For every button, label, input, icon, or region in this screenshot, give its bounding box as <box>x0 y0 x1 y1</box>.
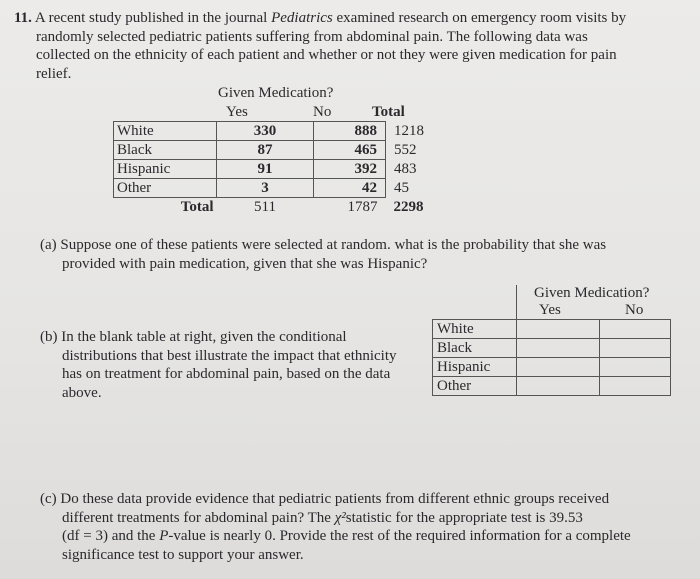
cell-total: 483 <box>394 161 417 177</box>
blank-row-label: Other <box>433 377 517 396</box>
blank-cell-no <box>600 377 671 396</box>
part-c-line-2b: statistic for the appropriate test is 39.53 <box>345 509 583 526</box>
blank-col-yes: Yes <box>539 302 561 318</box>
part-c-line-3 <box>40 527 680 546</box>
blank-group-header: Given Medication? <box>534 285 650 301</box>
cell-yes: 91 <box>217 160 314 179</box>
cell-yes: 330 <box>217 122 314 141</box>
part-c-line-3a: (df = 3) and the <box>62 528 160 544</box>
part-c-line-2a: different treatments for abdominal pain? The <box>62 509 335 526</box>
blank-row-label: White <box>433 320 517 339</box>
table-col-no: No <box>313 104 332 120</box>
part-b-line-3: has on treatment for abdominal pain, based on the data <box>62 366 391 382</box>
cell-no: 465 <box>314 141 386 160</box>
total-row-label: Total <box>180 199 214 215</box>
part-a-line-1: (a) Suppose one of these patients were selected at random. what is the probability that she was <box>40 237 607 253</box>
question-number: 11. <box>14 10 32 26</box>
blank-cell-yes <box>517 358 600 377</box>
table-row <box>114 141 448 160</box>
blank-cell-no <box>600 320 671 339</box>
row-label: Hispanic <box>114 160 217 179</box>
blank-col-no: No <box>625 302 644 318</box>
cell-yes: 3 <box>217 179 314 198</box>
blank-row <box>433 358 671 377</box>
blank-cell-yes <box>517 320 600 339</box>
intro-line-2: randomly selected pediatric patients suffering from abdominal pain. The following data was <box>36 28 588 45</box>
blank-cell-no <box>600 339 671 358</box>
intro-line-4: relief. <box>36 65 72 82</box>
part-c-line-4: significance test to support your answer. <box>62 546 304 563</box>
intro-text-2: examined research on emergency room visits by <box>332 10 627 26</box>
blank-row <box>433 377 671 396</box>
chi-square-symbol: χ² <box>334 509 346 526</box>
row-label: Other <box>114 179 217 198</box>
journal-name: Pediatrics <box>271 10 333 26</box>
part-a <box>40 236 680 273</box>
cell-total: 1218 <box>394 123 424 139</box>
blank-cell-yes <box>517 339 600 358</box>
cell-total: 552 <box>394 142 417 158</box>
table-col-yes: Yes <box>226 104 248 120</box>
table-total-row <box>114 198 448 217</box>
row-label: Black <box>114 141 217 160</box>
part-b-line-2: distributions that best illustrate the impact that ethnicity <box>62 347 397 364</box>
part-c-line-1: (c) Do these data provide evidence that pediatric patients from different ethnic groups received <box>40 491 610 507</box>
part-c-line-2 <box>40 509 680 528</box>
part-b-line-1: (b) In the blank table at right, given the conditional <box>40 329 347 345</box>
grand-total: 2298 <box>393 198 424 215</box>
intro-text-1: A recent study published in the journal <box>34 10 272 26</box>
blank-row-label: Hispanic <box>433 358 517 377</box>
blank-table <box>432 319 671 396</box>
table-group-header: Given Medication? <box>218 85 334 101</box>
blank-cell-yes <box>517 377 600 396</box>
row-label: White <box>114 122 217 141</box>
blank-cell-no <box>600 358 671 377</box>
question-intro <box>14 9 684 83</box>
table-col-total: Total <box>372 104 405 120</box>
cell-no: 392 <box>314 160 386 179</box>
total-yes: 511 <box>254 199 276 215</box>
intro-line-3: collected on the ethnicity of each patient and whether or not they were given medication for pain <box>36 47 617 63</box>
blank-row <box>433 339 671 358</box>
blank-table-header <box>516 285 665 319</box>
blank-row <box>433 320 671 339</box>
part-c-line-3b: -value is nearly 0. Provide the rest of the required information for a complete <box>168 528 631 544</box>
data-table <box>113 121 448 216</box>
cell-no: 42 <box>314 179 386 198</box>
cell-total: 45 <box>394 180 409 196</box>
blank-row-label: Black <box>433 339 517 358</box>
table-row <box>114 122 448 141</box>
total-no: 1787 <box>347 199 378 215</box>
part-a-line-2: provided with pain medication, given that she was Hispanic? <box>62 255 428 272</box>
cell-no: 888 <box>314 122 386 141</box>
part-b <box>40 328 425 402</box>
p-symbol: P <box>159 528 169 544</box>
part-b-line-4: above. <box>62 384 102 401</box>
part-c <box>40 490 680 564</box>
cell-yes: 87 <box>217 141 314 160</box>
table-row <box>114 179 448 198</box>
table-row <box>114 160 448 179</box>
